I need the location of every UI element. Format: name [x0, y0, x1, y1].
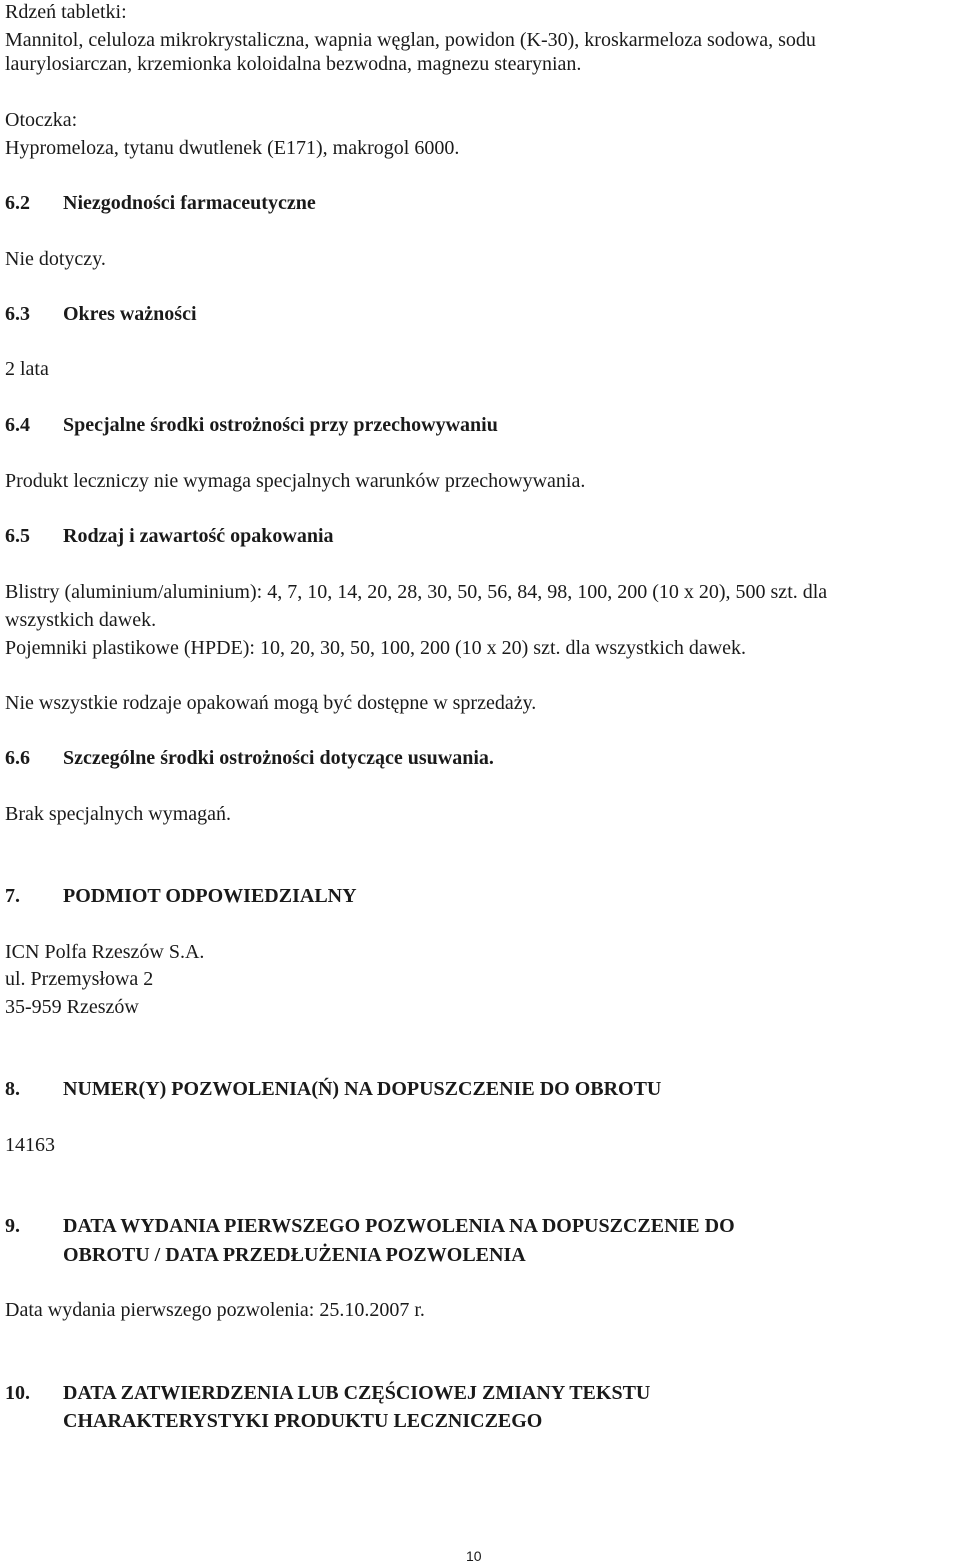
section-6-6-text: Brak specjalnych wymagań.: [5, 803, 232, 825]
section-7-number: 7.: [5, 885, 20, 907]
core-ingredients-line-1: Mannitol, celuloza mikrokrystaliczna, wapnia węglan, powidon (K-30), kroskarmeloza sodowa, sodu: [5, 29, 816, 51]
company-name: ICN Polfa Rzeszów S.A.: [5, 941, 205, 963]
section-6-4-text: Produkt leczniczy nie wymaga specjalnych warunków przechowywania.: [5, 470, 586, 492]
first-authorization-date: Data wydania pierwszego pozwolenia: 25.10.2007 r.: [5, 1299, 425, 1321]
section-8-title: NUMER(Y) POZWOLENIA(Ń) NA DOPUSZCZENIE DO OBROTU: [63, 1078, 662, 1100]
section-6-3-title: Okres ważności: [63, 303, 197, 325]
section-9-title-line-2: OBROTU / DATA PRZEDŁUŻENIA POZWOLENIA: [63, 1244, 526, 1266]
section-8-number: 8.: [5, 1078, 20, 1100]
company-street: ul. Przemysłowa 2: [5, 968, 154, 990]
core-ingredients-line-2: laurylosiarczan, krzemionka koloidalna bezwodna, magnezu stearynian.: [5, 53, 582, 75]
core-label: Rdzeń tabletki:: [5, 1, 127, 23]
section-6-2-number: 6.2: [5, 192, 30, 214]
section-6-5-number: 6.5: [5, 525, 30, 547]
section-6-5-blisters-line-1: Blistry (aluminium/aluminium): 4, 7, 10, 14, 20, 28, 30, 50, 56, 84, 98, 100, 200 (10 x 20), 500 szt. dla: [5, 581, 828, 603]
section-10-title-line-2: CHARAKTERYSTYKI PRODUKTU LECZNICZEGO: [63, 1410, 543, 1432]
section-9-number: 9.: [5, 1215, 20, 1237]
section-6-6-number: 6.6: [5, 747, 30, 769]
section-6-6-title: Szczególne środki ostrożności dotyczące usuwania.: [63, 747, 494, 769]
section-9-title-line-1: DATA WYDANIA PIERWSZEGO POZWOLENIA NA DOPUSZCZENIE DO: [63, 1215, 735, 1237]
coating-ingredients: Hypromeloza, tytanu dwutlenek (E171), makrogol 6000.: [5, 137, 460, 159]
section-6-5-note: Nie wszystkie rodzaje opakowań mogą być dostępne w sprzedaży.: [5, 692, 537, 714]
section-6-2-title: Niezgodności farmaceutyczne: [63, 192, 316, 214]
section-6-5-title: Rodzaj i zawartość opakowania: [63, 525, 334, 547]
section-10-title-line-1: DATA ZATWIERDZENIA LUB CZĘŚCIOWEJ ZMIANY TEKSTU: [63, 1382, 651, 1404]
section-6-4-number: 6.4: [5, 414, 30, 436]
section-6-3-text: 2 lata: [5, 358, 49, 380]
authorization-number: 14163: [5, 1134, 55, 1156]
coating-label: Otoczka:: [5, 109, 78, 131]
company-city: 35-959 Rzeszów: [5, 996, 139, 1018]
section-6-3-number: 6.3: [5, 303, 30, 325]
section-6-2-text: Nie dotyczy.: [5, 248, 106, 270]
section-6-5-containers: Pojemniki plastikowe (HPDE): 10, 20, 30, 50, 100, 200 (10 x 20) szt. dla wszystkich dawek.: [5, 637, 747, 659]
page-number: 10: [466, 1548, 482, 1564]
section-6-5-blisters-line-2: wszystkich dawek.: [5, 609, 157, 631]
section-6-4-title: Specjalne środki ostrożności przy przechowywaniu: [63, 414, 498, 436]
section-10-number: 10.: [5, 1382, 30, 1404]
section-7-title: PODMIOT ODPOWIEDZIALNY: [63, 885, 357, 907]
